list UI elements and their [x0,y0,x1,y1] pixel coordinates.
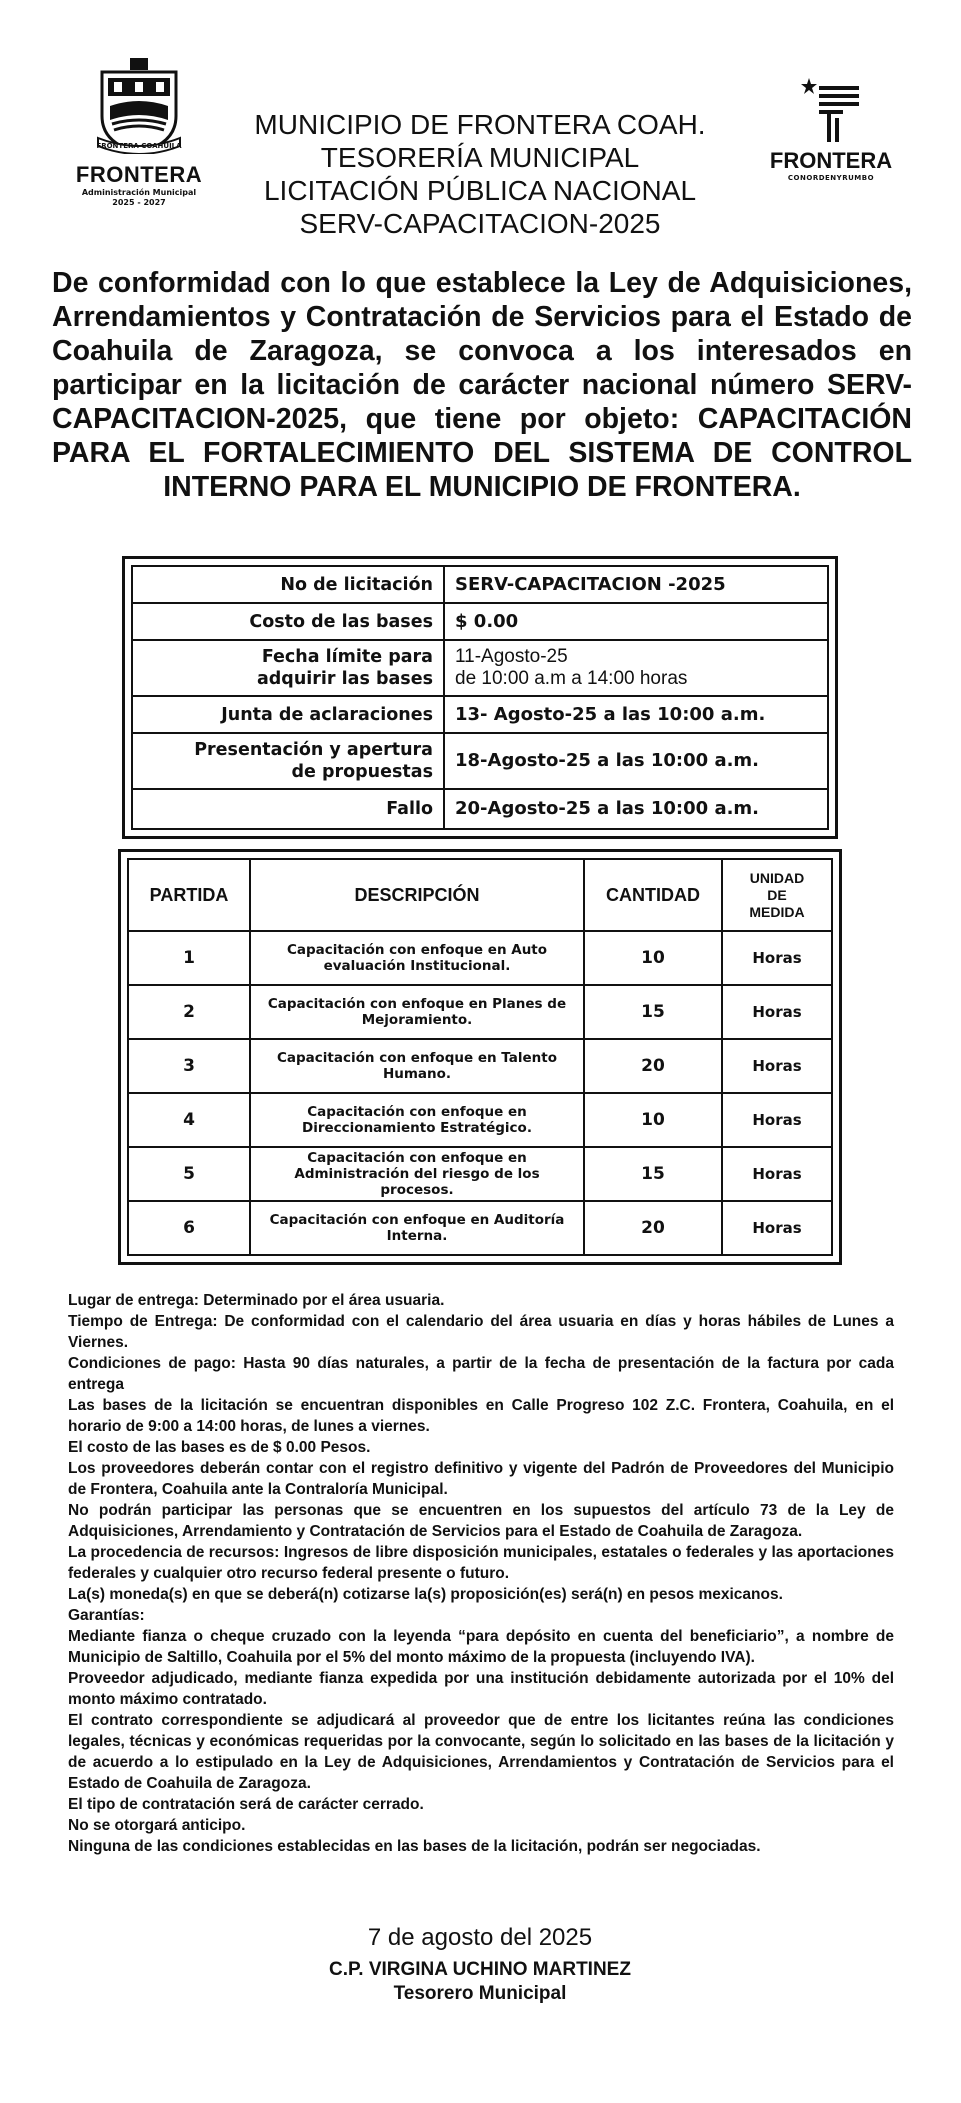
info-key-line: Presentación y apertura [194,740,433,760]
info-row [132,733,828,789]
signatory-position: Tesorero Municipal [393,1983,567,2004]
info-value [444,640,828,696]
signature-block [230,1924,730,2006]
title-line: MUNICIPIO DE FRONTERA COAH. [254,109,706,140]
cell-partida: 2 [128,985,250,1039]
conditions-list [68,1290,894,1857]
info-key: Fallo [132,789,444,829]
table-row [128,1039,832,1093]
cell-descripcion: Capacitación con enfoque en Direccionamiento Estratégico. [250,1093,584,1147]
cell-cantidad: 15 [584,1147,722,1201]
cell-unidad: Horas [722,931,832,985]
title-line: TESORERÍA MUNICIPAL [320,142,640,173]
intro-paragraph: De conformidad con lo que establece la Ley de Adquisiciones, Arrendamientos y Contratación de Servicios para el Estado de Coahuila de Zaragoza, se convoca a los interesados en participar en la licitación de carácter nacional número SERV-CAPACITACION-2025, que tiene por objeto: CAPACITACIÓN PARA EL FORTALECIMIENTO DEL SISTEMA DE CONTROL INTERNO PARA EL MUNICIPIO DE FRONTERA. [52,267,912,503]
notice-date: 7 de agosto del 2025 [367,1924,593,1951]
cell-cantidad: 20 [584,1039,722,1093]
condition-item: Condiciones de pago: Hasta 90 días naturales, a partir de la fecha de presentación de la factura por cada entrega [68,1355,894,1393]
info-value: 20-Agosto-25 a las 10:00 a.m. [444,789,828,829]
info-row [132,566,828,603]
signatory-name: C.P. VIRGINA UCHINO MARTINEZ [329,1959,631,1980]
cell-partida: 5 [128,1147,250,1201]
info-key: Costo de las bases [132,603,444,640]
info-key-line: de propuestas [291,762,433,782]
left-logo-sub1: Administración Municipal [81,188,197,197]
cell-unidad: Horas [722,1039,832,1093]
info-value-line: de 10:00 a.m a 14:00 horas [455,668,688,689]
header-unidad-line: MEDIDA [749,903,805,920]
info-row [132,789,828,829]
header-descripcion: DESCRIPCIÓN [250,859,584,931]
cell-partida: 6 [128,1201,250,1255]
left-logo-sub2: 2025 - 2027 [112,198,166,207]
condition-item: No podrán participar las personas que se encuentren en los supuestos del artículo 73 de la Ley de Adquisiciones, Arrendamiento y Contratación de Servicios para el Estado de Coahuila de Zaragoza. [68,1502,894,1540]
info-key-line: Fecha límite para [261,647,433,667]
right-logo-brand: FRONTERA [769,148,893,173]
condition-item: Garantías: [68,1607,145,1624]
info-table [122,556,838,839]
condition-item: Mediante fianza o cheque cruzado con la leyenda “para depósito en cuenta del beneficiario”, a nombre de Municipio de Saltillo, Coahuila por el 5% del monto máximo de la propuesta (incluyendo IVA). [68,1628,894,1666]
condition-item: La(s) moneda(s) en que se deberá(n) cotizarse la(s) proposición(es) será(n) en pesos mexicanos. [68,1586,783,1603]
condition-item: Los proveedores deberán contar con el registro definitivo y vigente del Padrón de Proveedores del Municipio de Frontera, Coahuila ante la Contraloría Municipal. [68,1460,894,1498]
table-row [128,1147,832,1201]
cell-partida: 4 [128,1093,250,1147]
condition-item: Las bases de la licitación se encuentran disponibles en Calle Progreso 102 Z.C. Frontera, Coahuila, en el horario de 9:00 a 14:00 horas, de lunes a viernes. [68,1397,894,1435]
cell-descripcion: Capacitación con enfoque en Auditoría Interna. [250,1201,584,1255]
municipal-logo-left [64,58,214,207]
condition-item: El tipo de contratación será de carácter cerrado. [68,1796,424,1813]
condition-item: Lugar de entrega: Determinado por el área usuaria. [68,1292,445,1309]
info-value-line: 11-Agosto-25 [455,646,568,667]
title-line: SERV-CAPACITACION-2025 [299,208,661,239]
cell-partida: 1 [128,931,250,985]
left-logo-brand: FRONTERA [75,162,203,187]
cell-descripcion: Capacitación con enfoque en Auto evaluación Institucional. [250,931,584,985]
cell-cantidad: 10 [584,931,722,985]
info-value: $ 0.00 [444,603,828,640]
info-row [132,640,828,696]
table-row [128,1093,832,1147]
info-key [132,733,444,789]
cell-unidad: Horas [722,1147,832,1201]
info-key: No de licitación [132,566,444,603]
header-unidad-line: UNIDAD [749,869,805,886]
coat-of-arms-icon [96,58,182,154]
cell-partida: 3 [128,1039,250,1093]
cell-descripcion: Capacitación con enfoque en Talento Humano. [250,1039,584,1093]
title-line: LICITACIÓN PÚBLICA NACIONAL [263,175,697,206]
condition-item: No se otorgará anticipo. [68,1817,246,1834]
cell-descripcion: Capacitación con enfoque en Administración del riesgo de los procesos. [250,1147,584,1201]
header-unidad-line: DE [767,886,787,903]
header-cantidad: CANTIDAD [584,859,722,931]
table-row [128,1201,832,1255]
info-value: 18-Agosto-25 a las 10:00 a.m. [444,733,828,789]
municipal-logo-right [756,78,906,182]
info-key-line: adquirir las bases [256,669,433,689]
condition-item: Proveedor adjudicado, mediante fianza expedida por una institución debidamente autorizada por el 10% del monto máximo contratado. [68,1670,894,1708]
svg-text:FRONTERA COAHUILA: FRONTERA COAHUILA [96,142,182,150]
condition-item: Ninguna de las condiciones establecidas en las bases de la licitación, podrán ser negociadas. [68,1838,761,1855]
table-row [128,985,832,1039]
condition-item: La procedencia de recursos: Ingresos de libre disposición municipales, estatales o federales y las aportaciones federales y cualquier otro recurso federal presente o futuro. [68,1544,894,1582]
cell-cantidad: 10 [584,1093,722,1147]
info-key: Junta de aclaraciones [132,696,444,733]
items-table [118,849,842,1265]
header-unidad [722,859,832,931]
condition-item: El contrato correspondiente se adjudicará al proveedor que de entre los licitantes reúna las condiciones legales, técnicas y económicas requeridas por la convocante, según lo solicitado en las bases de la licitación y de acuerdo a lo estipulado en la Ley de Adquisiciones, Arrendamientos y Contratación de Servicios para el Estado de Coahuila de Zaragoza. [68,1712,894,1792]
condition-item: El costo de las bases es de $ 0.00 Pesos. [68,1439,371,1456]
header-title [230,108,730,240]
info-row [132,603,828,640]
info-row [132,696,828,733]
cell-unidad: Horas [722,985,832,1039]
items-header-row [128,859,832,931]
star-stripes-icon [801,78,861,142]
header-partida: PARTIDA [128,859,250,931]
cell-cantidad: 20 [584,1201,722,1255]
cell-descripcion: Capacitación con enfoque en Planes de Mejoramiento. [250,985,584,1039]
cell-unidad: Horas [722,1201,832,1255]
info-value: 13- Agosto-25 a las 10:00 a.m. [444,696,828,733]
condition-item: Tiempo de Entrega: De conformidad con el calendario del área usuaria en días y horas hábiles de Lunes a Viernes. [68,1313,894,1351]
info-value: SERV-CAPACITACION -2025 [444,566,828,603]
cell-cantidad: 15 [584,985,722,1039]
cell-unidad: Horas [722,1093,832,1147]
info-key [132,640,444,696]
table-row [128,931,832,985]
right-logo-slogan: CONORDENYRUMBO [787,174,875,182]
